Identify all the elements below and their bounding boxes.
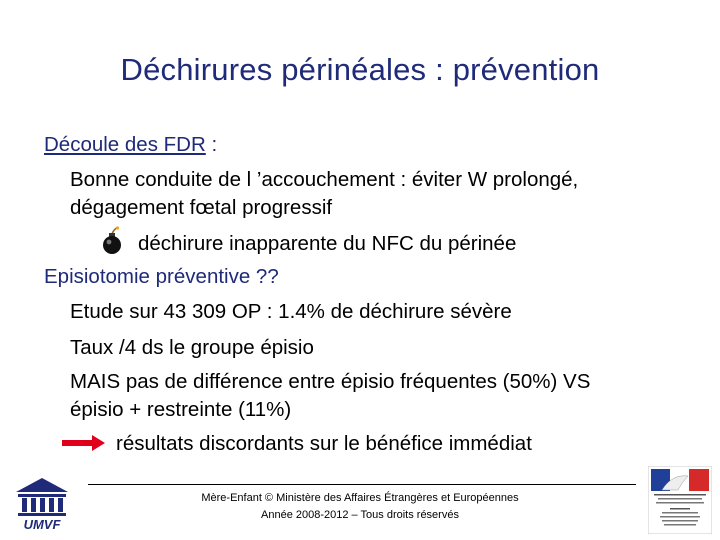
text-line: Etude sur 43 309 OP : 1.4% de déchirure sévère <box>70 300 512 323</box>
section-heading-episiotomie: Episiotomie préventive ?? <box>44 265 279 288</box>
umvf-logo-text: UMVF <box>23 517 61 532</box>
right-arrow-icon <box>62 434 106 452</box>
text-line: épisio + restreinte (11%) <box>70 398 292 421</box>
footer-years: Année 2008-2012 – Tous droits réservés <box>261 509 459 521</box>
heading-colon: : <box>205 133 218 156</box>
umvf-logo <box>12 476 72 532</box>
text-line: Taux /4 ds le groupe épisio <box>70 336 314 359</box>
text-line: résultats discordants sur le bénéfice immédiat <box>116 432 532 455</box>
text-line: déchirure inapparente du NFC du périnée <box>138 232 517 255</box>
text-line: MAIS pas de différence entre épisio fréquentes (50%) VS <box>70 370 591 393</box>
bomb-icon <box>98 226 126 256</box>
fdr-link[interactable]: Découle des FDR <box>44 133 206 156</box>
text-line: Bonne conduite de l ’accouchement : éviter W prolongé, <box>70 168 579 191</box>
ministry-logo <box>648 466 712 534</box>
text-line: dégagement fœtal progressif <box>70 196 333 219</box>
slide-title: Déchirures périnéales : prévention <box>120 52 600 87</box>
footer-separator <box>88 484 636 485</box>
footer-copyright: Mère-Enfant © Ministère des Affaires Étrangères et Européennes <box>201 492 519 504</box>
section-heading-fdr <box>44 133 217 157</box>
